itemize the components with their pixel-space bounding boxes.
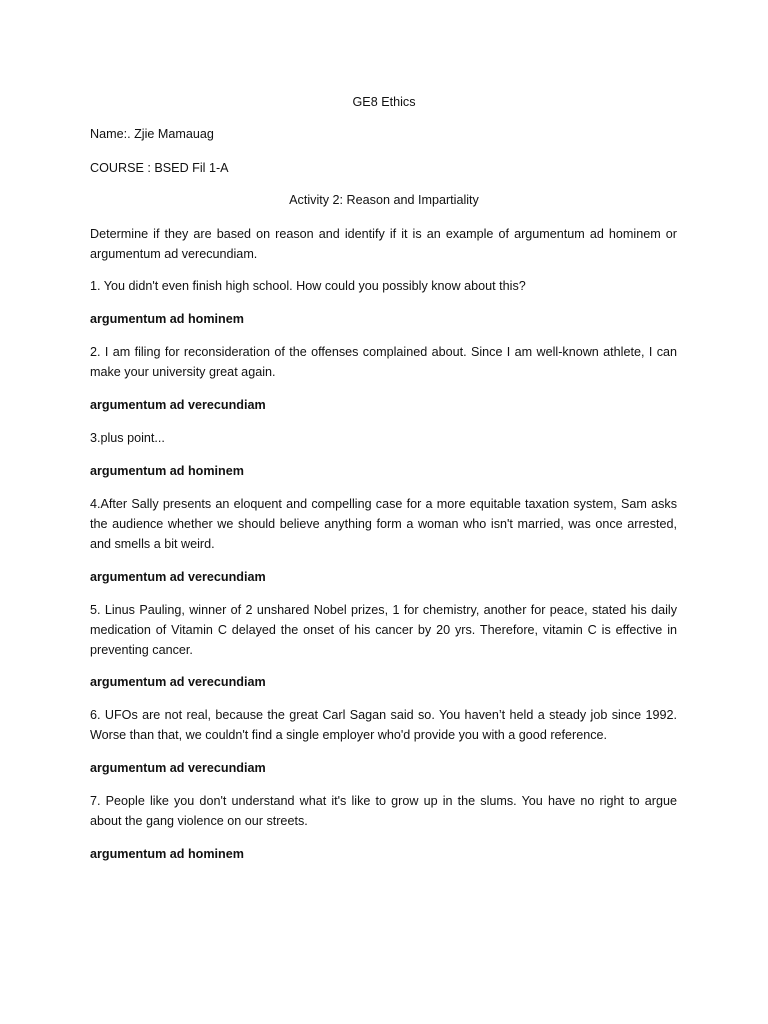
question-2: 2. I am filing for reconsideration of the offenses complained about. Since I am well-known athlete, I can make your university great again. (90, 345, 677, 379)
question-7: 7. People like you don't understand what it's like to grow up in the slums. You have no right to argue about the gang violence on our streets. (90, 794, 677, 828)
answer-5: argumentum ad verecundiam (90, 675, 266, 689)
question-3: 3.plus point... (90, 431, 165, 445)
answer-6: argumentum ad verecundiam (90, 761, 266, 775)
question-6: 6. UFOs are not real, because the great Carl Sagan said so. You haven’t held a steady job since 1992. Worse than that, we couldn't find a single employer who'd provide you with a good reference. (90, 708, 677, 742)
answer-1: argumentum ad hominem (90, 312, 244, 326)
answer-2: argumentum ad verecundiam (90, 398, 266, 412)
document-title: GE8 Ethics (352, 95, 416, 109)
question-1: 1. You didn't even finish high school. How could you possibly know about this? (90, 279, 526, 293)
question-4: 4.After Sally presents an eloquent and compelling case for a more equitable taxation system, Sam asks the audience whether we should believe anything form a woman who isn't married, was once arrested, and smells a bit weird. (90, 497, 677, 551)
student-name: Name:. Zjie Mamauag (90, 127, 214, 141)
course-line: COURSE : BSED Fil 1-A (90, 161, 229, 175)
question-5: 5. Linus Pauling, winner of 2 unshared Nobel prizes, 1 for chemistry, another for peace, stated his daily medication of Vitamin C delayed the onset of his cancer by 20 yrs. Therefore, vitamin C is effective in preventing cancer. (90, 603, 677, 657)
activity-title: Activity 2: Reason and Impartiality (289, 193, 479, 207)
answer-4: argumentum ad verecundiam (90, 570, 266, 584)
instructions-paragraph: Determine if they are based on reason and identify if it is an example of argumentum ad hominem or argumentum ad verecundiam. (90, 227, 677, 261)
answer-3: argumentum ad hominem (90, 464, 244, 478)
answer-7: argumentum ad hominem (90, 847, 244, 861)
